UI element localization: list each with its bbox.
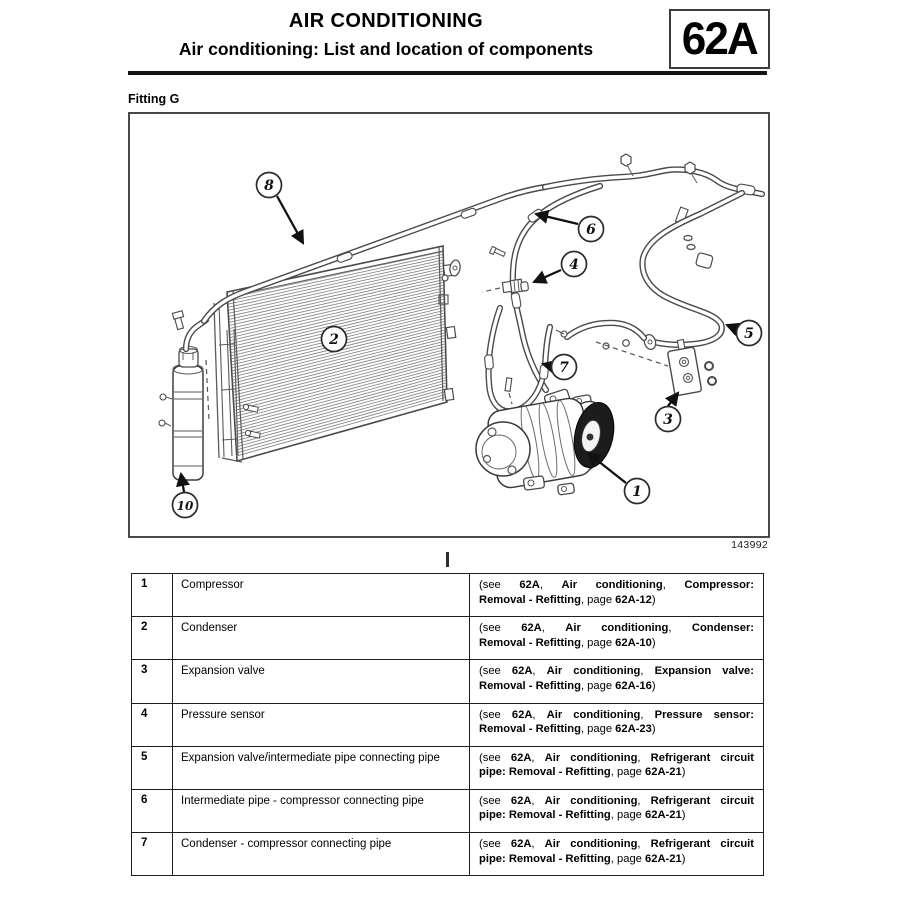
table-row xyxy=(132,832,763,875)
page-title: AIR CONDITIONING xyxy=(288,10,484,32)
components-table xyxy=(131,573,764,876)
reference-cell: (see 62A, Air conditioning, Refrigerant circuit pipe: Removal - Refitting, page 62A-21) xyxy=(479,751,755,779)
fitting-label: Fitting G xyxy=(128,92,180,106)
row-number-cell: 6 xyxy=(132,790,173,832)
row-number-cell: 2 xyxy=(132,617,173,659)
table-row xyxy=(132,746,763,789)
svg-text:1: 1 xyxy=(632,484,642,500)
row-number-cell: 5 xyxy=(132,747,173,789)
reference-cell: (see 62A, Air conditioning, Refrigerant circuit pipe: Removal - Refitting, page 62A-21) xyxy=(479,838,755,865)
row-number-cell: 1 xyxy=(132,574,173,616)
component-name-cell: Expansion valve xyxy=(173,660,470,702)
table-row xyxy=(132,703,763,746)
svg-text:8: 8 xyxy=(264,178,274,194)
table-row xyxy=(132,789,763,832)
section-code: 62A xyxy=(681,13,758,64)
section-code-box xyxy=(669,9,770,69)
component-name-cell: Expansion valve/intermediate pipe connecting pipe xyxy=(173,747,470,789)
reference-cell: (see 62A, Air conditioning, Expansion valve: Removal - Refitting, page 62A-16) xyxy=(479,665,755,692)
header-rule xyxy=(128,71,767,75)
component-name-cell: Condenser xyxy=(173,617,470,659)
reference-cell: (see 62A, Air conditioning, Compressor: Removal - Refitting, page 62A-12) xyxy=(479,579,754,606)
svg-text:2: 2 xyxy=(329,332,339,348)
table-row xyxy=(132,616,763,659)
page-subtitle: Air conditioning: List and location of components xyxy=(178,39,594,59)
row-number-cell: 4 xyxy=(132,704,173,746)
svg-text:7: 7 xyxy=(559,360,569,376)
component-name-cell: Intermediate pipe - compressor connecting pipe xyxy=(173,790,470,832)
row-number-cell: 7 xyxy=(132,833,173,875)
svg-text:6: 6 xyxy=(586,222,596,238)
svg-text:4: 4 xyxy=(569,257,579,273)
table-row xyxy=(132,659,763,702)
figure-frame xyxy=(129,113,769,537)
component-name-cell: Pressure sensor xyxy=(173,704,470,746)
figure-number: 143992 xyxy=(731,539,768,551)
center-tick xyxy=(446,552,449,567)
svg-text:5: 5 xyxy=(744,326,754,342)
reference-cell: (see 62A, Air conditioning, Condenser: Removal - Refitting, page 62A-10) xyxy=(479,622,755,649)
component-name-cell: Compressor xyxy=(173,574,470,616)
row-number-cell: 3 xyxy=(132,660,173,702)
callout-2 xyxy=(322,327,347,352)
svg-text:3: 3 xyxy=(663,412,673,428)
page-header xyxy=(128,8,644,61)
components-diagram xyxy=(128,112,770,539)
table-row xyxy=(132,574,763,616)
reference-cell: (see 62A, Air conditioning, Pressure sensor: Removal - Refitting, page 62A-23) xyxy=(479,708,755,736)
svg-text:10: 10 xyxy=(176,499,194,513)
reference-cell: (see 62A, Air conditioning, Refrigerant circuit pipe: Removal - Refitting, page 62A-21) xyxy=(479,794,755,822)
component-name-cell: Condenser - compressor connecting pipe xyxy=(173,833,470,875)
